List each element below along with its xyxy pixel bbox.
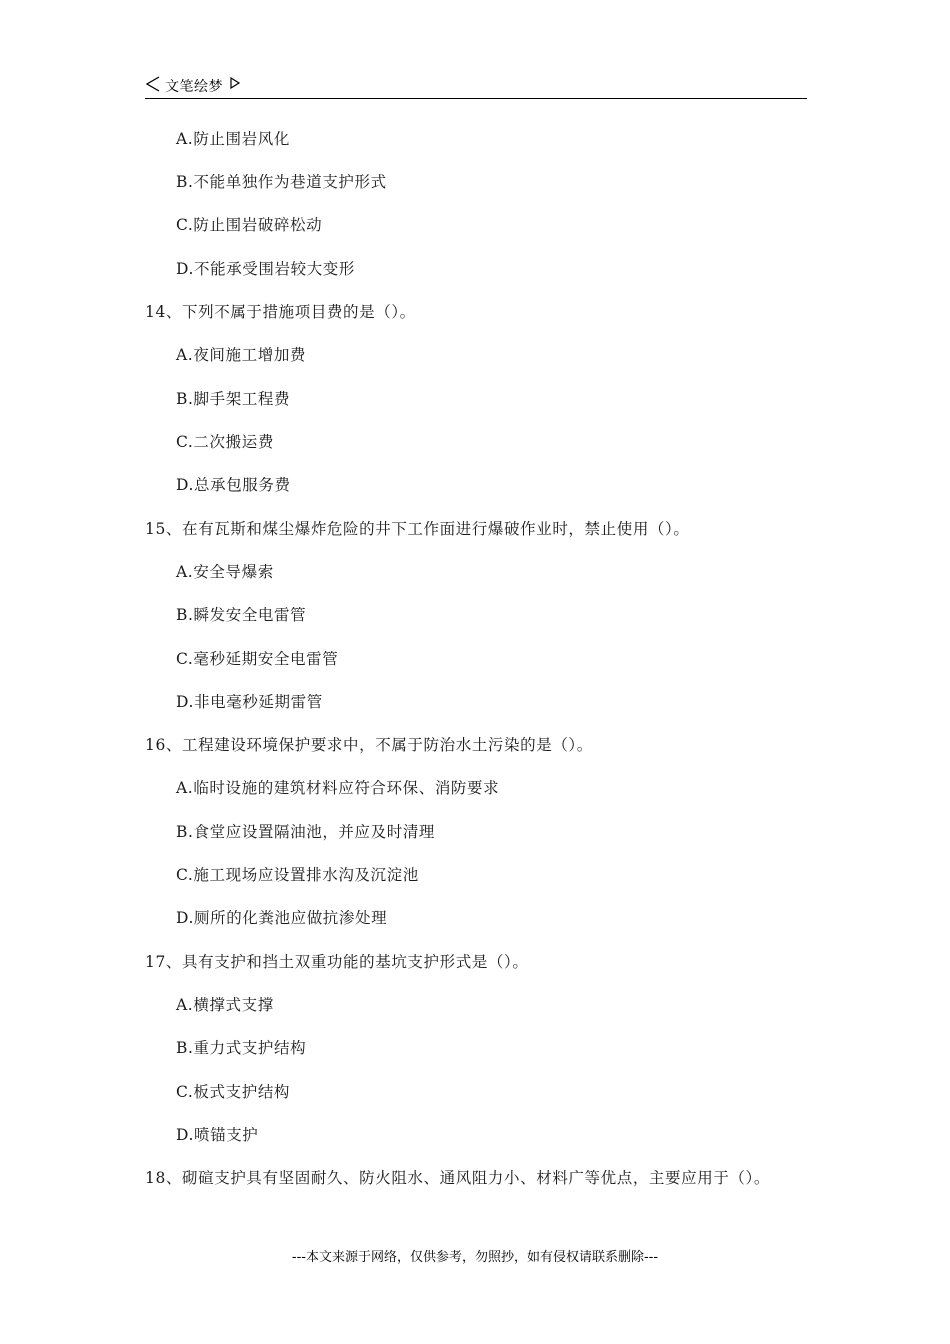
option-line: C.板式支护结构 [176, 1083, 291, 1101]
option-line: C.二次搬运费 [176, 433, 274, 451]
triangle-right-icon [229, 77, 241, 89]
header-brand: 文笔绘梦 [165, 79, 223, 95]
question-line: 15、在有瓦斯和煤尘爆炸危险的井下工作面进行爆破作业时，禁止使用（）。 [145, 520, 690, 538]
option-line: C.施工现场应设置排水沟及沉淀池 [176, 866, 419, 884]
option-line: B.脚手架工程费 [176, 390, 291, 408]
question-line: 18、砌碹支护具有坚固耐久、防火阻水、通风阻力小、材料广等优点，主要应用于（）。 [145, 1169, 770, 1187]
option-line: D.总承包服务费 [176, 476, 291, 494]
option-line: C.毫秒延期安全电雷管 [176, 650, 339, 668]
page-footer: ---本文来源于网络，仅供参考，勿照抄，如有侵权请联系删除--- [291, 1250, 659, 1265]
option-line: B.不能单独作为巷道支护形式 [176, 173, 387, 191]
option-line: A.横撑式支撑 [176, 996, 274, 1014]
option-line: B.重力式支护结构 [176, 1039, 307, 1057]
option-line: B.瞬发安全电雷管 [176, 606, 307, 624]
option-line: D.厕所的化粪池应做抗渗处理 [176, 909, 388, 927]
question-line: 14、下列不属于措施项目费的是（）。 [145, 303, 416, 321]
triangle-left-icon [145, 76, 161, 92]
option-line: D.非电毫秒延期雷管 [176, 693, 323, 711]
option-line: C.防止围岩破碎松动 [176, 216, 323, 234]
option-line: B.食堂应设置隔油池，并应及时清理 [176, 823, 436, 841]
page-header [145, 74, 807, 99]
question-line: 17、具有支护和挡土双重功能的基坑支护形式是（）。 [145, 953, 529, 971]
option-line: A.安全导爆索 [176, 563, 274, 581]
option-line: D.不能承受围岩较大变形 [176, 260, 356, 278]
option-line: A.防止围岩风化 [176, 130, 290, 148]
option-line: A.夜间施工增加费 [176, 346, 307, 364]
option-line: A.临时设施的建筑材料应符合环保、消防要求 [176, 779, 500, 797]
option-line: D.喷锚支护 [176, 1126, 259, 1144]
question-line: 16、工程建设环境保护要求中，不属于防治水土污染的是（）。 [145, 736, 593, 754]
